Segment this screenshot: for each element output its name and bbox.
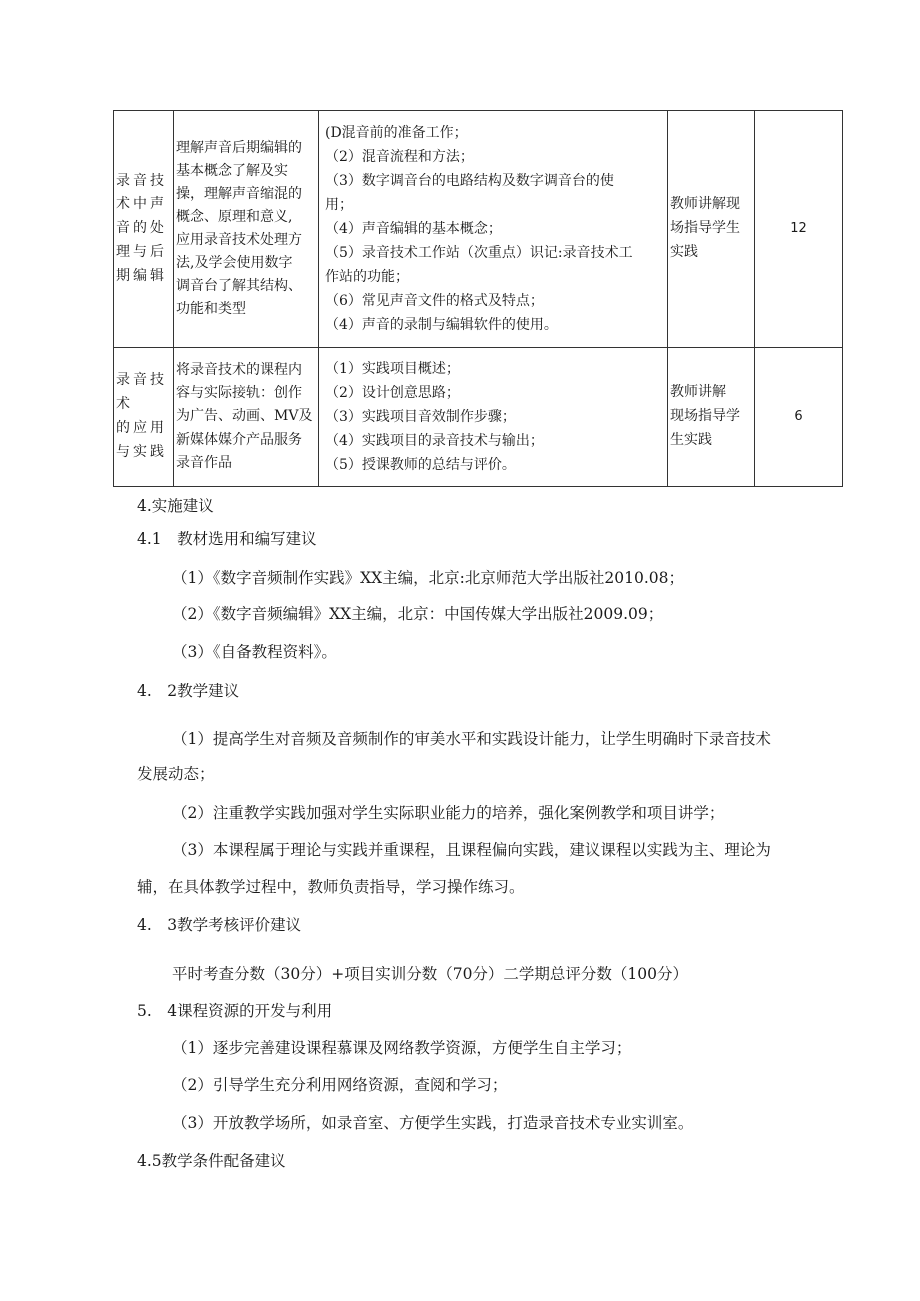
hours-cell: 6 xyxy=(755,348,843,487)
cell-line: 调音台了解其结构、 xyxy=(176,278,302,295)
cell-line: (D混音前的准备工作； xyxy=(325,124,468,141)
cell-line: （4）声音的录制与编辑软件的使用。 xyxy=(325,317,558,334)
cell-line: 功能和类型 xyxy=(176,301,246,318)
cell-line: 将录音技术的课程内 xyxy=(176,362,302,379)
cell-line: 概念、原理和意义, xyxy=(176,208,293,225)
cell-line: （2）混音流程和方法； xyxy=(325,148,474,165)
section-heading-4-1: 4.1 教材选用和编写建议 xyxy=(137,530,317,548)
cell-line: 录音作品 xyxy=(176,454,232,471)
cell-line: （1）实践项目概述； xyxy=(325,360,460,377)
list-item: 辅，在具体教学过程中，教师负责指导，学习操作练习。 xyxy=(137,878,525,896)
cell-line: （2）设计创意思路； xyxy=(325,384,460,401)
list-item: （3）开放教学场所，如录音室、方便学生实践，打造录音技术专业实训室。 xyxy=(172,1114,694,1132)
cell-line: 作站的功能； xyxy=(325,269,409,286)
hours-cell: 12 xyxy=(755,111,843,348)
cell-line: 实践 xyxy=(670,243,698,260)
content-cell xyxy=(319,111,668,348)
list-item: （2）《数字音频编辑》XX主编，北京：中国传媒大学出版社2009.09； xyxy=(172,605,664,623)
paragraph: 平时考查分数（30分）+项目实训分数（70分）二学期总评分数（100分） xyxy=(172,965,689,983)
cell-line: 为广告、动画、MV及 xyxy=(176,408,313,425)
list-item: （2）注重教学实践加强对学生实际职业能力的培养，强化案例教学和项目讲学； xyxy=(172,804,725,822)
cell-line: 新媒体媒介产品服务 xyxy=(176,431,302,448)
content-cell xyxy=(319,348,668,487)
cell-line: 录音技 xyxy=(116,172,167,189)
cell-line: 场指导学生 xyxy=(670,220,740,237)
cell-line: 录音技 xyxy=(116,372,167,389)
list-item: （1）《数字音频制作实践》XX主编，北京:北京师范大学出版社2010.08； xyxy=(172,569,685,587)
cell-line: （3）数字调音台的电路结构及数字调音台的使 xyxy=(325,172,614,189)
list-item: （1）逐步完善建设课程慕课及网络教学资源，方便学生自主学习； xyxy=(172,1039,632,1057)
section-heading-4-2: 4. 2教学建议 xyxy=(137,682,240,700)
cell-line: （5）录音技术工作站（次重点）识记:录音技术工 xyxy=(325,245,633,262)
method-cell xyxy=(668,348,755,487)
cell-line: 用； xyxy=(325,196,353,213)
cell-line: （6）常见声音文件的格式及特点； xyxy=(325,293,544,310)
cell-line: 教师讲解 xyxy=(670,384,726,401)
cell-line: 术 xyxy=(116,396,133,413)
cell-line: 期编辑 xyxy=(116,267,167,284)
section-heading-4-3: 4. 3教学考核评价建议 xyxy=(137,916,302,934)
cell-line: 教师讲解现 xyxy=(670,196,740,213)
cell-line: （3）实践项目音效制作步骤； xyxy=(325,408,516,425)
objective-cell xyxy=(174,111,319,348)
method-cell xyxy=(668,111,755,348)
cell-line: （4）实践项目的录音技术与输出； xyxy=(325,433,544,450)
module-cell xyxy=(114,348,174,487)
cell-line: 与实践 xyxy=(116,443,167,460)
cell-line: 基本概念了解及实 xyxy=(176,162,288,179)
list-item: （3）《自备教程资料》。 xyxy=(172,643,337,661)
cell-line: 现场指导学 xyxy=(670,408,740,425)
cell-line: 应用录音技术处理方 xyxy=(176,232,302,248)
module-cell xyxy=(114,111,174,348)
table-row xyxy=(114,111,843,348)
list-item: （3）本课程属于理论与实践并重课程，且课程偏向实践，建议课程以实践为主、理论为 xyxy=(172,841,771,859)
section-heading-4-5: 4.5教学条件配备建议 xyxy=(137,1152,286,1170)
cell-line: 操，理解声音缩混的 xyxy=(176,185,302,202)
objective-cell xyxy=(174,348,319,487)
list-item: 发展动态； xyxy=(137,765,215,783)
cell-line: 理与后 xyxy=(116,243,167,260)
cell-line: （5）授课教师的总结与评价。 xyxy=(325,457,516,474)
cell-line: 生实践 xyxy=(670,431,712,448)
cell-line: 术中声 xyxy=(116,196,167,213)
cell-line: 音的处 xyxy=(116,220,167,237)
course-content-table xyxy=(113,110,843,487)
list-item: （1）提高学生对音频及音频制作的审美水平和实践设计能力，让学生明确时下录音技术 xyxy=(172,730,771,748)
section-heading-4-4: 5. 4课程资源的开发与利用 xyxy=(137,1002,333,1020)
list-item: （2）引导学生充分利用网络资源，查阅和学习； xyxy=(172,1076,508,1094)
cell-line: 理解声音后期编辑的 xyxy=(176,139,302,156)
cell-line: 容与实际接轨：创作 xyxy=(176,385,302,402)
cell-line: 的应用 xyxy=(116,420,167,436)
section-heading-4: 4.实施建议 xyxy=(137,497,214,515)
cell-line: （4）声音编辑的基本概念； xyxy=(325,220,502,237)
cell-line: 法,及学会使用数字 xyxy=(176,255,293,272)
table-row xyxy=(114,348,843,487)
